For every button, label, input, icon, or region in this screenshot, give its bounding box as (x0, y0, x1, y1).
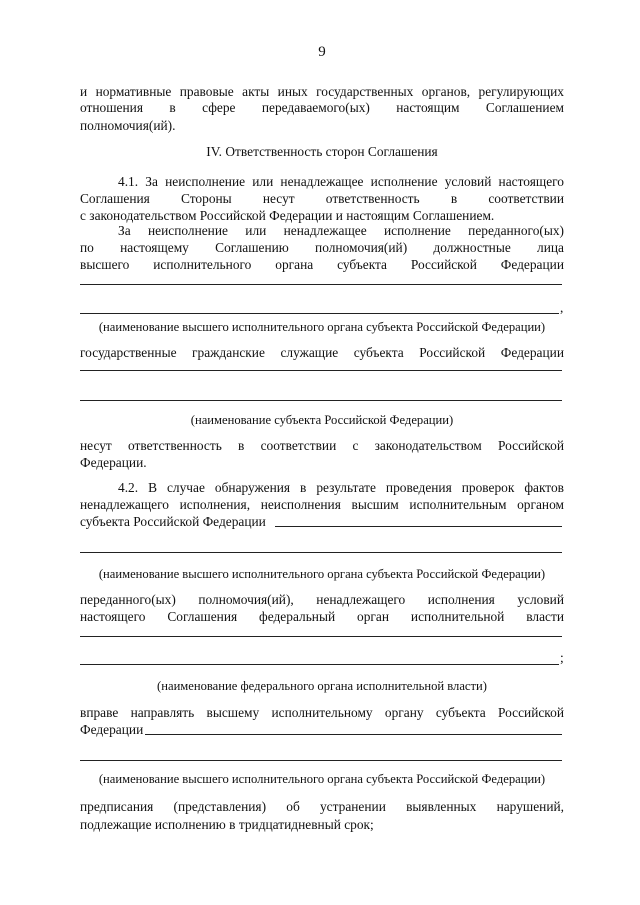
clause-4-1-line-1: 4.1. За неисполнение или ненадлежащее исполнение условий настоящего (118, 174, 564, 189)
caption-exec-org-2: (наименование высшего исполнительного органа субъекта Российской Федерации) (98, 567, 546, 581)
clause-za-line-1: За неисполнение или ненадлежащее исполнение переданного(ых) (118, 223, 564, 238)
fill-in-line (80, 313, 559, 314)
fill-in-line (80, 760, 562, 761)
page-number: 9 (318, 44, 326, 60)
paragraph-responsibility-line-1: несут ответственность в соответствии с законодательством Российской (80, 438, 564, 453)
paragraph-acts-line-1: и нормативные правовые акты иных государственных органов, регулирующих (80, 84, 564, 99)
caption-subject: (наименование субъекта Российской Федерации) (190, 413, 454, 427)
paragraph-right-line-1: вправе направлять высшему исполнительному органу субъекта Российской (80, 705, 564, 720)
clause-4-2-line-3: субъекта Российской Федерации (80, 514, 266, 529)
fill-in-line (80, 370, 562, 371)
fill-in-line (80, 284, 562, 285)
paragraph-right-line-2: Федерации (80, 722, 144, 737)
fill-in-line (80, 636, 562, 637)
paragraph-orders-line-1: предписания (представления) об устранении выявленных нарушений, (80, 799, 564, 814)
paragraph-orders-line-2: подлежащие исполнению в тридцатидневный срок; (80, 817, 374, 832)
caption-exec-org-3: (наименование высшего исполнительного органа субъекта Российской Федерации) (98, 772, 546, 786)
line-comma: , (560, 300, 564, 315)
fill-in-line (275, 526, 562, 527)
line-semicolon: ; (560, 650, 564, 665)
clause-za-line-2: по настоящему Соглашению полномочия(ий) должностные лица (80, 240, 564, 255)
clause-4-2-line-1: 4.2. В случае обнаружения в результате проведения проверок фактов (118, 480, 564, 495)
clause-4-1-line-3: с законодательством Российской Федерации и настоящим Соглашением. (80, 208, 495, 223)
fill-in-line (145, 734, 562, 735)
fill-in-line (80, 400, 562, 401)
paragraph-responsibility-line-2: Федерации. (80, 455, 147, 470)
caption-federal-org: (наименование федерального органа исполнительной власти) (157, 679, 487, 693)
paragraph-acts-line-3: полномочия(ий). (80, 118, 176, 133)
fill-in-line (80, 664, 559, 665)
clause-4-2-line-2: ненадлежащего исполнения, неисполнения высшим исполнительным органом (80, 497, 564, 512)
clause-4-1-line-2: Соглашения Стороны несут ответственность в соответствии (80, 191, 564, 206)
clause-za-line-3: высшего исполнительного органа субъекта Российской Федерации (80, 257, 564, 272)
section-title: IV. Ответственность сторон Соглашения (206, 144, 438, 159)
fill-in-line (80, 552, 562, 553)
paragraph-civil-servants: государственные гражданские служащие субъекта Российской Федерации (80, 345, 564, 360)
paragraph-transferred-line-2: настоящего Соглашения федеральный орган исполнительной власти (80, 609, 564, 624)
caption-exec-org-1: (наименование высшего исполнительного органа субъекта Российской Федерации) (98, 320, 546, 334)
paragraph-transferred-line-1: переданного(ых) полномочия(ий), ненадлежащего исполнения условий (80, 592, 564, 607)
paragraph-acts-line-2: отношения в сфере передаваемого(ых) настоящим Соглашением (80, 100, 564, 115)
